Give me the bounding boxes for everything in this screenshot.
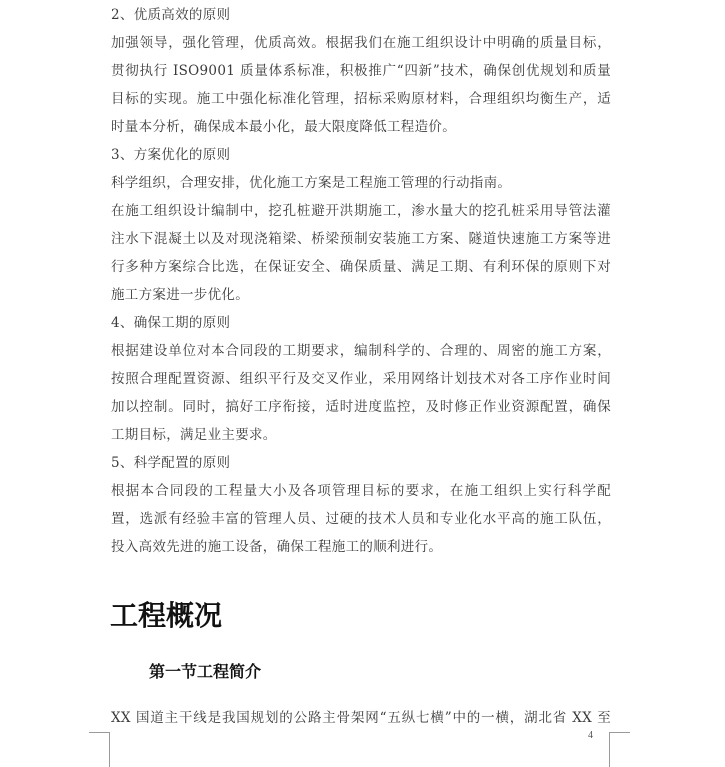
section-heading-plan: 3、方案优化的原则	[111, 147, 231, 163]
paragraph-line: 行多种方案综合比选，在保证安全、确保质量、满足工期、有利环保的原则下对	[111, 259, 611, 275]
margin-corner-mark-left	[89, 732, 110, 767]
paragraph-line: 根据本合同段的工程量大小及各项管理目标的要求，在施工组织上实行科学配	[111, 483, 611, 499]
paragraph-line: 科学组织，合理安排，优化施工方案是工程施工管理的行动指南。	[111, 175, 512, 191]
paragraph-line: 注水下混凝土以及对现浇箱梁、桥梁预制安装施工方案、隧道快速施工方案等进	[111, 231, 611, 247]
paragraph-line: 根据建设单位对本合同段的工期要求，编制科学的、合理的、周密的施工方案，	[111, 343, 611, 359]
heading-project-overview: 工程概况	[110, 599, 223, 632]
paragraph-line: 施工方案进一步优化。	[111, 287, 249, 303]
heading-section-intro: 第一节工程简介	[149, 662, 262, 681]
paragraph-line: 贯彻执行 ISO9001 质量体系标准，积极推广“四新”技术，确保创优规划和质量	[111, 63, 611, 79]
section-heading-quality: 2、优质高效的原则	[111, 7, 231, 23]
page-number: 4	[588, 730, 593, 741]
margin-corner-mark-right	[609, 732, 630, 767]
paragraph-line: 投入高效先进的施工设备，确保工程施工的顺利进行。	[111, 539, 443, 555]
paragraph-line: 加以控制。同时，搞好工序衔接，适时进度监控，及时修正作业资源配置，确保	[111, 399, 611, 415]
section-heading-allocation: 5、科学配置的原则	[111, 455, 231, 471]
paragraph-line: 工期目标，满足业主要求。	[111, 427, 277, 443]
paragraph-line: 目标的实现。施工中强化标准化管理，招标采购原材料，合理组织均衡生产，适	[111, 91, 611, 107]
paragraph-line: 加强领导，强化管理，优质高效。根据我们在施工组织设计中明确的质量目标，	[111, 35, 611, 51]
section-heading-schedule: 4、确保工期的原则	[111, 315, 231, 331]
paragraph-line: 时量本分析，确保成本最小化，最大限度降低工程造价。	[111, 119, 456, 135]
paragraph-line: 置，选派有经验丰富的管理人员、过硬的技术人员和专业化水平高的施工队伍，	[111, 511, 611, 527]
paragraph-line: 按照合理配置资源、组织平行及交叉作业，采用网络计划技术对各工序作业时间	[111, 371, 611, 387]
paragraph-line: 在施工组织设计编制中，挖孔桩避开洪期施工，渗水量大的挖孔桩采用导管法灌	[111, 203, 611, 219]
paragraph-line: XX 国道主干线是我国规划的公路主骨架网“五纵七横”中的一横，湖北省 XX 至	[111, 710, 611, 726]
